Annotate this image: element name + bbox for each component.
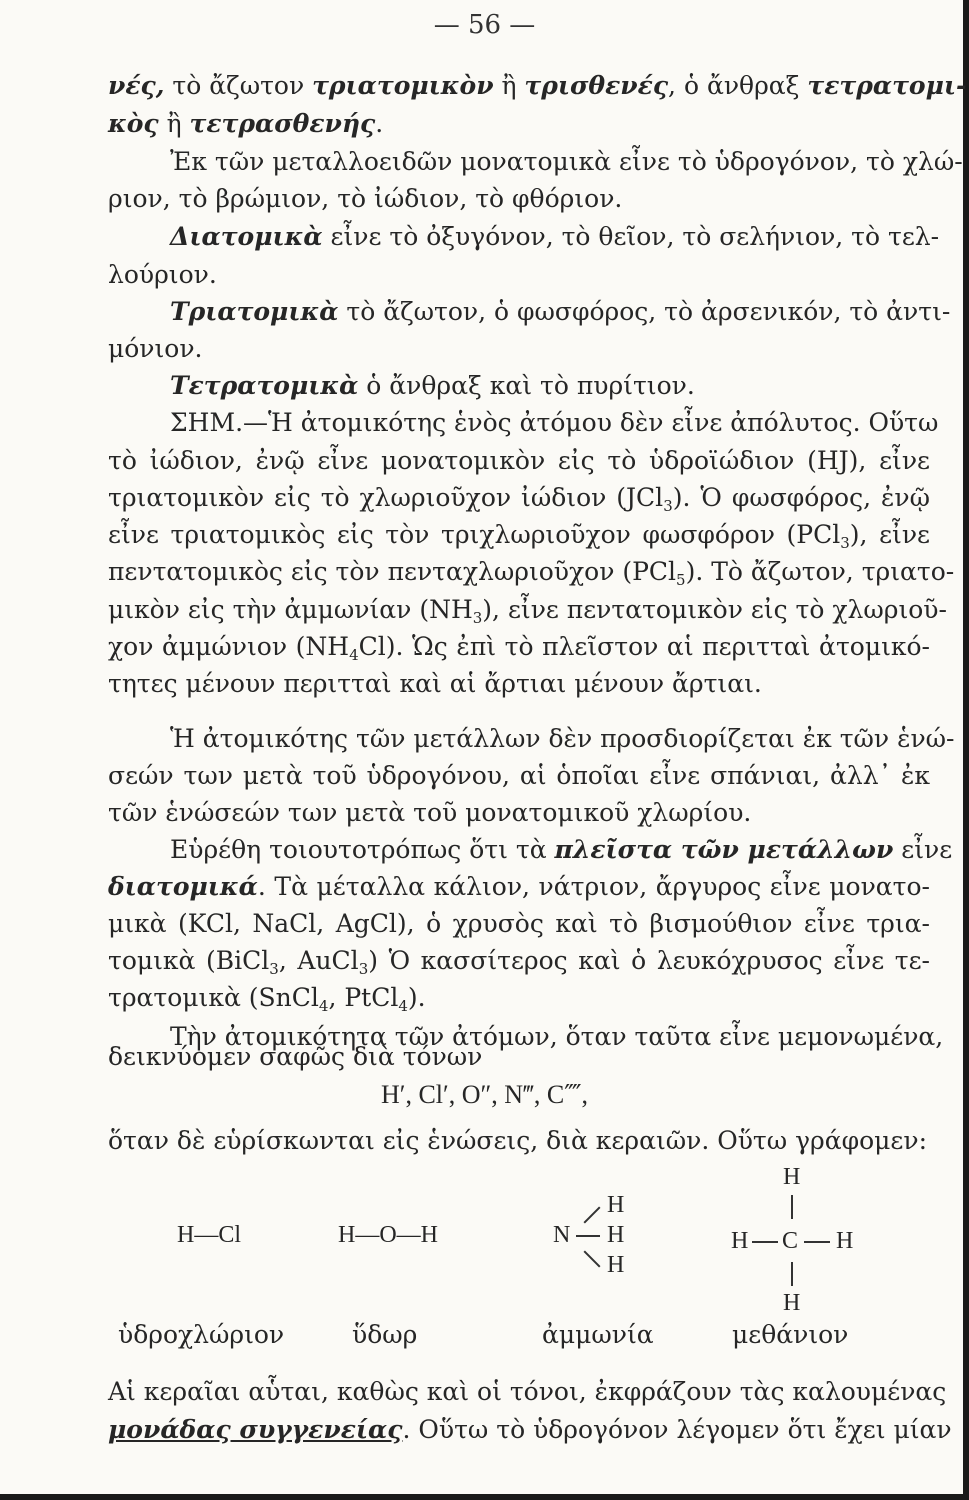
text-span: τρατομικὰ (SnCl [108, 983, 319, 1012]
caption-methane: μεθάνιον [732, 1320, 849, 1349]
text-span: ). Τὸ ἄζωτον, τριατο- [685, 557, 955, 586]
text-line: ριον, τὸ βρώμιον, τὸ ἰώδιον, τὸ φθόριον. [108, 184, 623, 213]
text-line: ὅταν δὲ εὑρίσκωνται εἰς ἑνώσεις, διὰ κεραιῶν. Οὕτω γράφομεν: [108, 1126, 927, 1155]
text-line [170, 296, 951, 328]
text-span: ). [407, 983, 426, 1012]
text-line: Ἐκ τῶν μεταλλοειδῶν μονατομικὰ εἶνε τὸ ὑδρογόνον, τὸ χλώ- [170, 147, 963, 176]
text-line [108, 594, 947, 627]
text-span: ) Ὁ κασσίτερος καὶ ὁ λευκόχρυσος εἶνε τε- [368, 946, 930, 975]
text-span: τὸ ἄζωτον [164, 71, 313, 100]
text-line [108, 70, 967, 102]
ammonia-bond-up [584, 1207, 601, 1224]
text-line [108, 1414, 952, 1446]
ammonia-bond-down [584, 1251, 601, 1268]
methane-bond-right [804, 1241, 830, 1243]
text-span: . Οὕτω τὸ ὑδρογόνον λέγομεν ὅτι ἔχει μίαν [402, 1415, 952, 1444]
subscript: 4 [398, 997, 408, 1015]
text-span: ἢ [493, 71, 525, 100]
bold-term: τρισθενές [524, 71, 669, 100]
text-span: . [375, 109, 384, 138]
subscript: 4 [349, 646, 359, 664]
methane-bond-down [791, 1262, 793, 1286]
caption-ammonia: ἀμμωνία [542, 1320, 654, 1349]
caption-water: ὕδωρ [352, 1320, 418, 1349]
text-line: μικὰ (KCl, NaCl, AgCl), ὁ χρυσὸς καὶ τὸ βισμούθιον εἶνε τρια- [108, 909, 930, 938]
text-span: , AuCl [278, 946, 359, 975]
text-line: σεών των μετὰ τοῦ ὑδρογόνου, αἱ ὁποῖαι εἶνε σπάνιαι, ἀλλ᾿ ἐκ [108, 761, 930, 790]
text-span: ), εἶνε [849, 520, 930, 549]
text-span: πεντατομικὸς εἰς τὸν πενταχλωριοῦχον (PCl [108, 557, 677, 586]
text-span: χον ἀμμώνιον (NH [108, 632, 350, 661]
text-span: Cl). Ὡς ἐπὶ τὸ πλεῖστον αἱ περιτταὶ ἀτομικό- [358, 632, 930, 661]
subscript: 3 [663, 497, 673, 515]
bold-term: Τετρατομικὰ [170, 371, 359, 400]
text-line: τῶν ἑνώσεών των μετὰ τοῦ μονατομικοῦ χλωρίου. [108, 798, 752, 827]
text-line [170, 370, 930, 402]
subscript: 3 [840, 534, 850, 552]
text-span: ), εἶνε πεντατομικὸν εἰς τὸ χλωριοῦ- [482, 595, 947, 624]
text-line [108, 108, 383, 140]
methane-h-bottom: H [783, 1290, 801, 1316]
text-span: τριατομικὸν εἰς τὸ χλωριοῦχον ἰώδιον (JCl [108, 483, 664, 512]
text-line: δεικνύομεν σαφῶς διὰ τόνων [108, 1042, 483, 1071]
text-line [170, 834, 953, 866]
ammonia-n: N [553, 1222, 571, 1248]
subscript: 5 [676, 571, 686, 589]
bold-term: Διατομικὰ [170, 222, 323, 251]
text-span: ἢ [158, 109, 190, 138]
subscript: 4 [318, 997, 329, 1015]
text-line [108, 556, 955, 589]
methane-bond-up [791, 1195, 793, 1219]
bold-term: πλεῖστα τῶν μετάλλων [554, 835, 894, 864]
subscript: 3 [472, 609, 483, 627]
text-span: , ὁ ἄνθραξ [668, 71, 808, 100]
text-span: , PtCl [328, 983, 399, 1012]
text-span: ). Ὁ φωσφόρος, ἐνῷ [672, 483, 931, 512]
bold-term: νές, [108, 71, 165, 100]
text-line: τὸ ἰώδιον, ἐνῷ εἶνε μονατομικὸν εἰς τὸ ὑδροϊώδιον (HJ), εἶνε [108, 446, 930, 475]
text-span: Εὑρέθη τοιουτοτρόπως ὅτι τὰ [170, 835, 555, 864]
formula-hcl: H—Cl [177, 1222, 242, 1248]
bold-term: Τριατομικὰ [170, 297, 339, 326]
bold-term: τετρασθενής [189, 109, 376, 138]
text-span: εἶνε τριατομικὸς εἰς τὸν τριχλωριοῦχον φωσφόρον (PCl [108, 520, 841, 549]
valence-accents-line: H′, Cl′, O″, N‴, C⁗, [380, 1080, 588, 1109]
caption-hcl: ὑδροχλώριον [118, 1320, 285, 1349]
text-span: εἶνε [893, 835, 953, 864]
methane-bond-left [752, 1241, 778, 1243]
ammonia-h-mid: H [607, 1222, 625, 1248]
bold-term: τετρατομι- [807, 71, 967, 100]
bold-term: διατομικά [108, 872, 258, 901]
methane-h-left: H [731, 1228, 749, 1254]
text-line: Τὴν ἀτομικότητα τῶν ἀτόμων, ὅταν ταῦτα εἶνε μεμονωμένα, [170, 1022, 944, 1051]
bold-term: μονάδας συγγενείας [108, 1415, 403, 1444]
text-line: Ἡ ἀτομικότης τῶν μετάλλων δὲν προσδιορίζεται ἐκ τῶν ἑνώ- [170, 724, 955, 753]
formula-water: H—O—H [338, 1222, 438, 1248]
text-span: ὁ ἄνθραξ καὶ τὸ πυρίτιον. [358, 371, 695, 400]
text-line: λούριον. [108, 260, 217, 289]
text-line: Αἱ κεραῖαι αὗται, καθὼς καὶ οἱ τόνοι, ἐκφράζουν τὰς καλουμένας [108, 1377, 947, 1406]
methane-h-right: H [836, 1228, 854, 1254]
text-line: ΣΗΜ.—Ἡ ἀτομικότης ἑνὸς ἀτόμου δὲν εἶνε ἀπόλυτος. Οὕτω [170, 408, 939, 437]
text-line [108, 631, 930, 663]
text-span: . Τὰ μέταλλα κάλιον, νάτριον, ἄργυρος εἶνε μονατο- [257, 872, 930, 901]
text-line [108, 945, 930, 977]
text-line [108, 519, 930, 551]
text-line [170, 221, 940, 253]
subscript: 3 [269, 960, 279, 978]
ammonia-h-top: H [607, 1192, 625, 1218]
text-line [108, 982, 426, 1014]
methane-c: C [782, 1228, 799, 1254]
page-number: — 56 — [433, 10, 536, 40]
text-line: μόνιον. [108, 334, 203, 363]
text-span: μικὸν εἰς τὴν ἀμμωνίαν (NH [108, 595, 473, 624]
text-line [108, 482, 930, 514]
methane-h-top: H [783, 1164, 801, 1190]
bold-term: τριατομικὸν [312, 71, 494, 100]
text-line: τητες μένουν περιτταὶ καὶ αἱ ἄρτιαι μένουν ἄρτιαι. [108, 669, 762, 698]
bold-term: κὸς [108, 109, 159, 138]
ammonia-bond-mid [576, 1235, 600, 1237]
text-span: τομικὰ (BiCl [108, 946, 270, 975]
text-span: εἶνε τὸ ὀξυγόνον, τὸ θεῖον, τὸ σελήνιον, τὸ τελ- [322, 222, 940, 251]
text-span: τὸ ἄζωτον, ὁ φωσφόρος, τὸ ἀρσενικόν, τὸ ἀντι- [338, 297, 951, 326]
ammonia-h-bottom: H [607, 1252, 625, 1278]
text-line [108, 871, 930, 903]
subscript: 3 [358, 960, 369, 978]
